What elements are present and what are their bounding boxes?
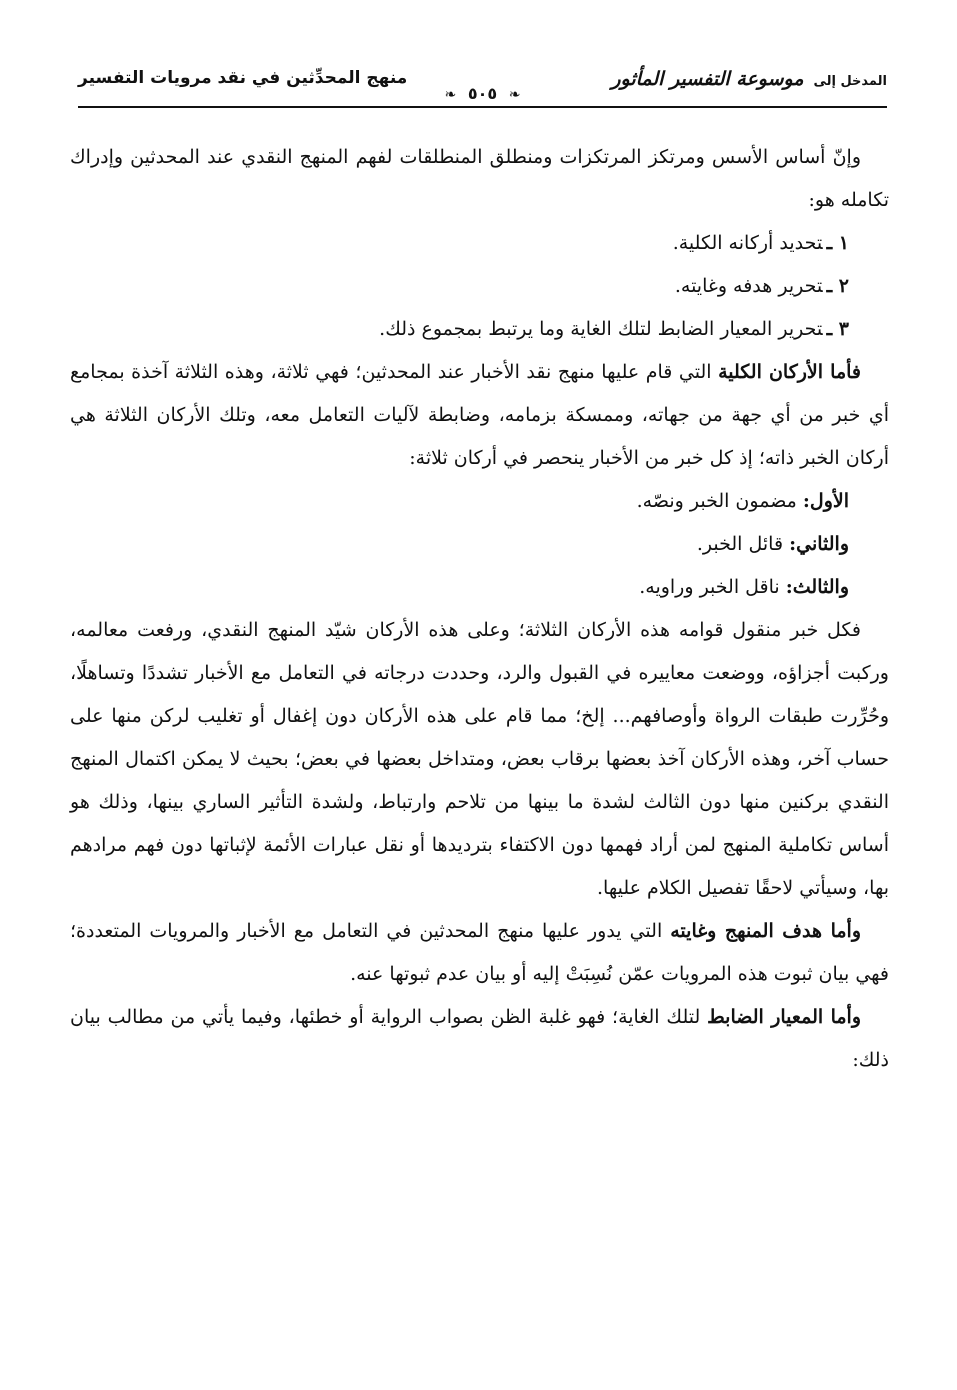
ornament-right-icon: ❧ <box>508 87 521 103</box>
hadaf-text: التي يدور عليها منهج المحدثين في التعامل مع الأخبار والمرويات المتعددة؛ فهي بيان ثبوت هذه المرويات عمّن نُسِبَتْ إليه أو بيان عدم ثبوتها عنه. <box>70 920 889 985</box>
header-divider <box>78 106 887 108</box>
list-text: تحرير هدفه وغايته. <box>674 275 823 297</box>
list-number: ١ ـ <box>826 232 849 254</box>
page-number: ٥٠٥ <box>467 84 498 103</box>
page-body <box>70 136 889 1082</box>
miyar-paragraph <box>70 996 889 1082</box>
hadaf-paragraph <box>70 910 889 996</box>
rukn-item-3 <box>70 566 889 609</box>
rukn-label: والثالث: <box>785 576 849 598</box>
arkan-paragraph <box>70 351 889 480</box>
chapter-title: منهج المحدِّثين في نقد مرويات التفسير <box>78 68 408 88</box>
rukn-item-2 <box>70 523 889 566</box>
running-header <box>78 64 887 108</box>
series-name: موسوعة التفسير المأثور <box>611 68 804 90</box>
arkan-text: التي قام عليها منهج نقد الأخبار عند المحدثين؛ فهي ثلاثة، وهذه الثلاثة آخذة بمجامع أي خبر من أي جهة من جهاته، وممسكة بزمامه، وضابطة لآليات التعامل معه، وتلك الأركان الثلاثة هي أركان الخبر ذاته؛ إذ كل خبر من الأخبار ينحصر في أركان ثلاثة: <box>70 361 889 469</box>
arkan-heading: فأما الأركان الكلية <box>718 361 861 383</box>
ornament-left-icon: ❧ <box>444 87 457 103</box>
intro-paragraph: وإنّ أساس الأسس ومرتكز المرتكزات ومنطلق المنطلقات لفهم المنهج النقدي عند المحدثين وإدراك تكامله هو: <box>70 146 889 211</box>
miyar-heading: وأما المعيار الضابط <box>707 1006 861 1028</box>
rukn-item-1 <box>70 480 889 523</box>
list-number: ٣ ـ <box>826 318 849 340</box>
rukn-text: مضمون الخبر ونصّه. <box>636 490 803 512</box>
miyar-text: لتلك الغاية؛ فهو غلبة الظن بصواب الرواية أو خطئها، وفيما يأتي من مطالب بيان ذلك: <box>70 1006 889 1071</box>
list-item-2 <box>70 265 889 308</box>
list-item-1 <box>70 222 889 265</box>
rukn-label: والثاني: <box>789 533 849 555</box>
list-text: تحرير المعيار الضابط لتلك الغاية وما يرتبط بمجموع ذلك. <box>379 318 823 340</box>
fakull-paragraph: فكل خبر منقول قوامه هذه الأركان الثلاثة؛ وعلى هذه الأركان شيّد المنهج النقدي، ورفعت معالمه، وركبت أجزاؤه، ووضعت معاييره في القبول والرد، وحددت درجاته في التعامل مع الأخبار تشددًا وتساهلًا، وحُرِّرت طبقات الرواة وأوصافهم... إلخ؛ مما قام على هذه الأركان دون إغفال أو تغليب لركن منها على حساب آخر، وهذه الأركان آخذ بعضها برقاب بعض، ومتداخل بعضها في بعض؛ بحيث لا يمكن اكتمال المنهج النقدي بركنين منها دون الثالث لشدة ما بينها من تلاحم وارتباط، ولشدة التأثير الساري بينها، وذلك هو أساس تكاملية المنهج لمن أراد فهمها دون الاكتفاء بترديدها أو نقل عبارات الأئمة لإثباتها دون فهم مرادهم بها، وسيأتي لاحقًا تفصيل الكلام عليها. <box>70 619 889 899</box>
rukn-text: قائل الخبر. <box>696 533 790 555</box>
series-prefix: المدخل إلى <box>813 74 887 89</box>
hadaf-heading: وأما هدف المنهج وغايته <box>670 920 861 942</box>
list-number: ٢ ـ <box>826 275 849 297</box>
list-text: تحديد أركانه الكلية. <box>672 232 823 254</box>
rukn-label: الأول: <box>802 490 849 512</box>
rukn-text: ناقل الخبر وراويه. <box>639 576 786 598</box>
list-item-3 <box>70 308 889 351</box>
